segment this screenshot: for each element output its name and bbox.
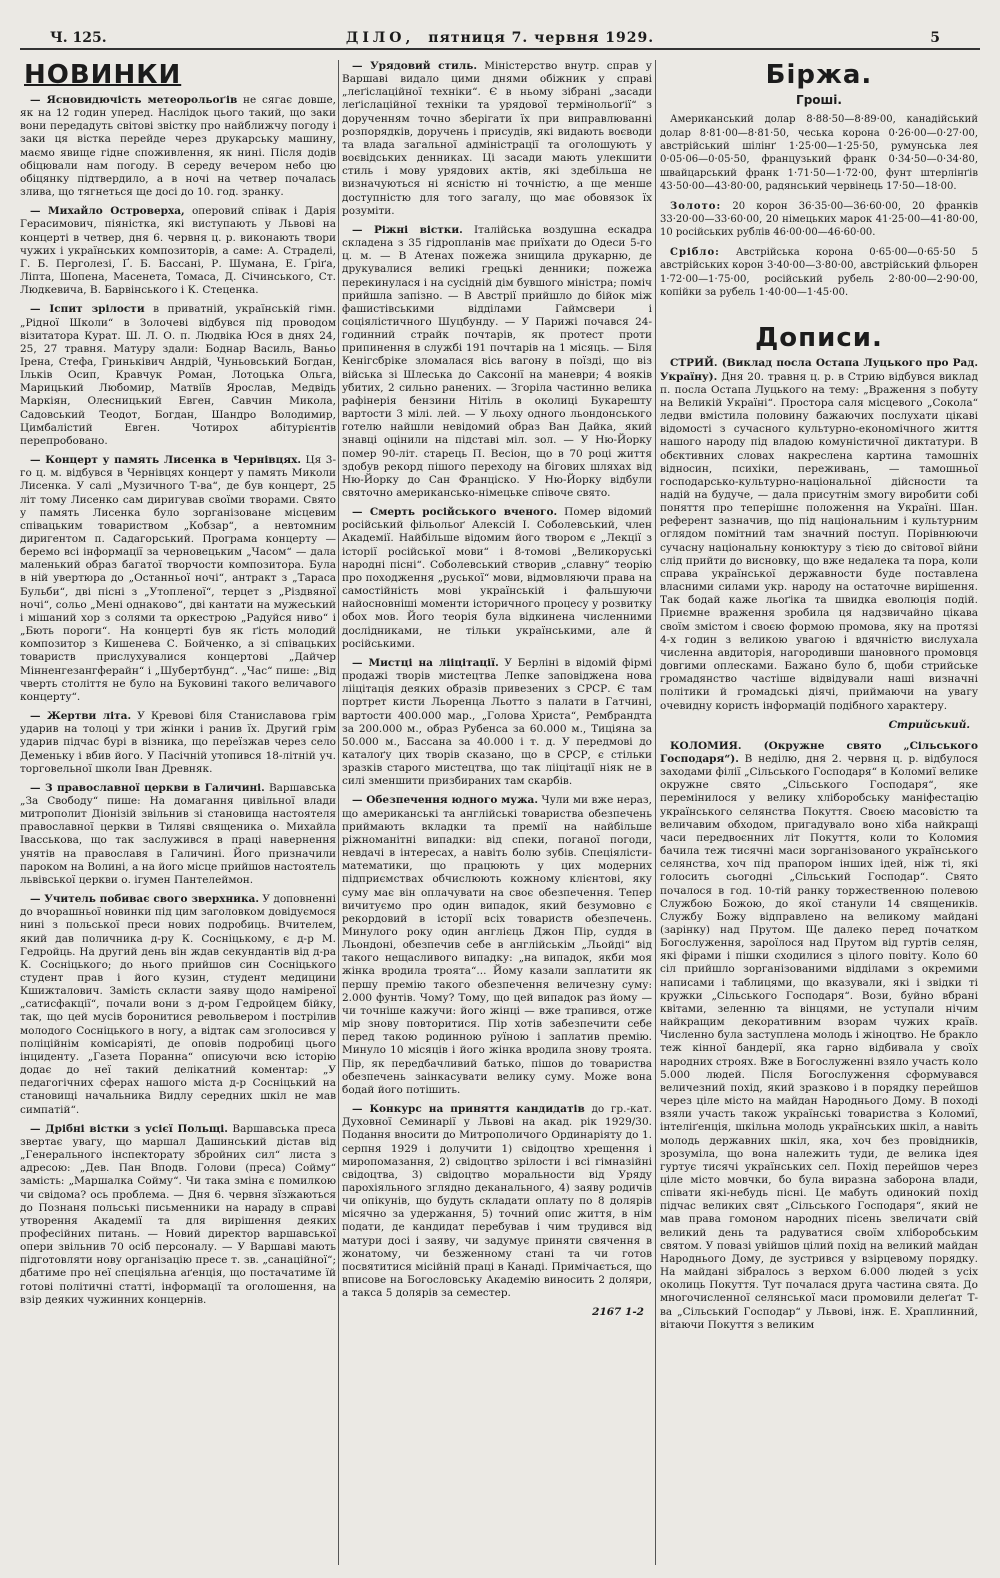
news-item-head: — Учитель побиває свого зверхника.	[30, 893, 259, 906]
page-number: 5	[930, 30, 940, 46]
news-item	[342, 794, 652, 1097]
news-item-body: до гр.-кат. Духовної Семинарії у Львові на акад. рік 1929/30. Подання вносити до Митрополичого Ординаріяту до 1. серпня 1929 і долучити 1) свідоцтво хрещення і миропомазання, 2) свідоцтво зрілости і всі гімназійні свідоцтва, 3) свідоцтво моральности від Уряду парохіяльного зглядно деканального, 4) заяву родичів чи опікунів, що будуть складати оплату по 8 долярів місячно за удержання, 5) точний опис життя, в нім подати, де кандидат перебував і чим трудився від матури досі і заяву, чи задумує приняти свячення в жонатому, чи безженному стані та чи готов посвятитися місійній праці в Канаді. Примічається, що вписове на Богословську Академію виносить 2 доляри, а такса 5 долярів за семестер.	[342, 1103, 652, 1300]
paper-name: ДІЛО,	[345, 30, 415, 46]
news-item-head: — Жертви літа.	[30, 710, 132, 723]
news-item-head: — Смерть російського вченого.	[352, 506, 558, 519]
ad-code: 2167 1-2	[592, 1306, 644, 1319]
news-item	[342, 224, 652, 500]
news-item-head: — З православної церкви в Галичині.	[30, 781, 265, 794]
news-item-body: Помер відомий російський фільольоґ Алексій І. Соболевський, член Академії. Найбільше відомим його твором є „Лекції з історії російської мови“ і 8-томові „Великоруські народні пісні“. Соболевський створив „славну“ теорію про походження „руської“ мови, відмовляючи права на самостійність мові українській і фальшуючи найосновніші моменти історичного процесу у розвитку обох мов. Його теорія була відкинена численними дослідниками, не тільки українськими, але й російськими.	[342, 506, 652, 650]
news-item-body: У доповненні до вчорашньої новинки під цим заголовком довідуємося нині з польської преси нових подробиць. Вчителем, який дав поличника д-ру К. Сосніцькому, є д-р М. Гедройць. На другий день він ждав секундантів від д-ра К. Сосніцького; до нього прийшов син Сосніцького студент прав і його кузин, студент медицини Кшижталович. Замість скласти заяву щодо наміреної „сатисфакції“, почали вони з д-ром Гедройцем бійку, так, що цей мусів боронитися револьвером і пострілив молодого Сосніцького в ногу, а відтак сам зголосився у поліційнім комісаріяті, де оповів подробиці цього інциденту. „Газета Поранна“ описуючи всю історію додає до неї такий делікатний коментар: „У педагогічних сферах нашого міста д-р Сосніцький на становищі начальника Видлу середних шкіл не мав симпатій“.	[20, 893, 336, 1116]
news-item-body: Чули ми вже нераз, що американські та англійські товариства обезпечень приймають вкладки та премії на найбільше ріжноманітні випадки: від спеки, поганої погоди, невдачі в інтересах, а навіть болю зубів. Спеціялісти-математики, що працюють у цих модерних підприємствах обчислюють кожному клієнтові, яку суму має він оплачувати на своє обезпечення. Тепер вичитуємо про один випадок, який безумовно є рекордовий в історії всіх товариств обезпечень. Минулого року один англієць Джон Пір, суддя в Льондоні, обезпечив себе в англійськім „Льойді“ від такого нещасливого випадку: „на випадок, якби моя жінка вродила троята“... Йому казали заплатити як першу премію такого обезпечення величезну суму: 2.000 фунтів. Чому? Тому, що цей випадок раз йому — чи точніше кажучи: його жінці — вже трапився, отже мір знову повторитися. Пір хотів забезпечити себе перед такою родинною руїною і заплатив премію. Минуло 10 місяців і його жінка вродила знову троята. Пір, як передбачливий батько, пішов до товариства обезпечень заінкасувати велику суму. Може вона бодай його потішить.	[342, 794, 652, 1096]
issue-number: Ч. 125.	[50, 30, 107, 46]
news-item	[20, 94, 336, 199]
news-item-head: — Мистці на лііцітації.	[352, 656, 499, 669]
correspondence-item	[660, 357, 978, 712]
column-divider	[338, 60, 339, 1565]
news-item	[342, 1103, 652, 1300]
news-item-body: в приватній, українській гімн. „Рідної Школи“ в Золочеві відбувся під проводом візитатора Курат. Ш. Л. О. п. Людвіка Юся в днях 24, 25, 27 травня. Матуру здали: Боднар Василь, Ваньо Ірена, Стефа, Гриньківич Андрій, Чуньовський Богдан, Ільків Осип, Кравчук Роман, Лотоцька Ольга, Марицький Любомир, Матвіїв Ярослав, Медвідь Маркіян, Олесницький Евген, Савчин Микола, Садовський Теодот, Богдан, Шандро Володимир, Цимбалістий Евген. Чотирох абітурієнтів перепробовано.	[20, 303, 336, 447]
correspondence-body: Дня 20. травня ц. р. в Стрию відбувся виклад п. посла Остапа Луцького на тему: „Враження з побуту на Великій Україні“. Простора саля місцевого „Сокола“ ледви вмістила половину бажаючих послухати цікаві відомості з сучасного культурно-економічного життя нашого народу під владою комуністичної диктатури. В обєктивних словах накреслена картина тамошніх відносин, психіки, переживань, — тамошньої господарсько-культурно-національної дійсности та надій на будуче, — дала присутнім змогу виробити собі поняття про теперішнє положення на Україні. Шан. референт зазначив, що під національним і культурним оглядом помітний там значний поступ. Порівнюючи сучасну національну конюктуру з тією до світової війни слід прийти до висновку, що вже недалека та пора, коли справа української державности буде поставлена власними силами укр. народу на остаточне вирішення. Так бодай каже льоґіка та швидка еволюція подій. Приємне враження зробила ця надзвичайно цікава своїм змістом і своєю формою промова, яку на протязі 4-х годин з великою увагою і вдячністю вислухала численна авдиторія, нагородивши шановного промовця довгими оплесками. Бажано було б, щоби стрийське громадянство частіше відвідували наші визначні політики й громадські діячі, приймаючи на увагу очевидну користь інформацій подібного характеру.	[660, 370, 978, 712]
section-title-novynky: НОВИНКИ	[24, 60, 182, 90]
news-item	[20, 710, 336, 776]
masthead	[20, 30, 980, 46]
correspondence-body: В неділю, дня 2. червня ц. р. відбулося заходами філії „Сільського Господаря“ в Коломиї велике окружне свято „Сільського Господаря“, яке перемінилося у велику хліборобську маніфестацію українського селянства Покуття. Своєю масовістю та величавим обходом, пригадувало воно хіба найкращі часи передвоєнних літ Покуття, коли то Коломия бачила теж тисячні маси зорганізованого українського селянства, хоч під прапором інших ідей, ніж ті, які голосить сьогодні „Сільський Господар“. Свято почалося в год. 10-тій ранку торжественною полевою Службою Божою, до якої станули 14 священиків. Службу Божу відправлено на великому майдані (зарінку) над Прутом. Ще далеко перед початком Богослуження, зароїлося над Прутом від гуртів селян, які фірами і пішки сходилися з цілого повіту. Коло 60 сіл прийшло зорганізованими відділами з окремими написами і таблицями, що вказували, які і звідки ті кружки „Сільського Господаря“. Вози, буйно вбрані квітами, зеленню та вінцями, не уступали нічим найкращим декоративним взорам чужих країв. Численно була заступлена молодь і жіноцтво. Не бракло теж кінної бандерії, яка гарно відбивала у своїх народних строях. Вже в Богослуженні взяло участь коло 5.000 людей. Після Богослуження сформувався величезний похід, який зразково і в порядку перейшов через ціле місто на майдан Народнього Дому. В поході взяли участь також українські товариства з Коломиї, інтеліґенція, шкільна молодь українських шкіл, а навіть молодь державних шкіл, яка, хоч без провідників, зрозуміла, що вона належить туди, де велика ідея гуртує тисячі українських сел. Похід перейшов через ціле місто мовчки, бо була виразна заборона влади, співати які-небудь пісні. Це мабуть одинокий похід підчас великих свят „Сільського Господаря“, який не мав права гомоном народних пісень звеличати свій великий день та радуватися своїм хліборобським святом. У повазі увійшов цілий похід на великий майдан Народнього Дому, де зустрився у взірцевому порядку. На майдані зібралось з верхом 6.000 людей з усіх околиць Покуття. Тут почалася друга частина свята. До многочисленної селянської маси промовили делеґат Т-ва „Сільський Господар“ у Львові, інж. Е. Храплинний, вітаючи Покуття з великим	[660, 752, 978, 1331]
gold-values: 20 корон 36·35·00—36·60·00, 20 франків 33·20·00—33·60·00, 20 німецьких марок 41·25·00—41·80·00, 10 російських рублів 46·00·00—46·60·00.	[660, 200, 978, 239]
silver-values: Австрійська корона 0·65·00—0·65·50 5 австрійських корон 3·40·00—3·80·00, австрійський фльорен 1·72·00—1·75·00, російський рубель 2·80·00—2·90·00, копійки за рубель 1·40·00—1·45·00.	[660, 246, 978, 299]
news-item-body: Італійська воздушна ескадра складена з 35 гідропланів має приїхати до Одеси 5-го ц. м. — В Атенах пожежа знищила друкарню, де друкувалися великі грецькі денники; пожежа перекинулася і на сусідній дім бувшого міністра; поміч прийшла запізно. — В Австрії прийшло до бійок між фашистівськими відділами Гаймсвери і соціялістичного Шуцбунду. — У Парижі почався 24-годинний страйк почтарів, як протест проти припинення в службі 191 почтарів на 1 місяць. — Біля Кенігсбріке зломалася вісь вагону в поїзді, що віз війська зі Шлеська до Саксонії на маневри; 4 вояків убитих, 2 сильно ранених. — Згоріла частинно велика рафінерія бензини Нітіль в околиці Букарешту вартости 3 мілі. лей. — У льоху одного льондонського готелю найшли невідомий образ Ван Дайка, який знавці оцінили на підставі міл. зол. — У Ню-Йорку помер 90-літ. старець П. Весіон, що в 70 році життя здобув рекорд пішого переходу на бігових шляхах від Ню-Йорку до Сан Франціско. У Ню-Йорку відбули святочно американсько-німецьке співоче свято.	[342, 223, 652, 499]
news-item	[342, 60, 652, 218]
news-item	[20, 893, 336, 1117]
news-item	[20, 205, 336, 297]
news-item-body: Міністерство внутр. справ у Варшаві видало цими днями обіжник у справі „леґіслаційної техніки“. Є в ньому зібрані „засади леґіслаційної техніки та урядової термінольоґії“ з дорученням точно зберігати їх при виправлюванні розпорядків, доручень і присудів, які видають воєводи та влада загальної адміністрації та оголошують у воєвідських денниках. Ці засади мають улекшити стиль і мову урядових актів, які здебільша не визначуються ні ясністю ні точністю, а ще менше доступністю для того загалу, що має обовязок їх розуміти.	[342, 60, 652, 217]
news-item-head: — Дрібні вістки з усієї Польщі.	[30, 1122, 228, 1135]
column-news-continued	[342, 60, 652, 1570]
news-item-head: — Іспит зрілости	[30, 303, 145, 316]
gold-label: Золото:	[670, 200, 722, 212]
page-header	[20, 26, 980, 50]
news-item-head: — Михайло Островерха,	[30, 205, 185, 218]
column-novynky	[20, 60, 336, 1570]
news-item-body: Варшавська „За Свободу“ пише: На домагання цивільної влади митрополит Діонізій звільнив зі становища настоятеля православної церкви в Тиляві священика о. Михайла Івасськова, що так заслужився в праці навернення унятів на православя в Галичині. Його призначили пароком на Волині, а на його місце прийшов настоятель львівської церкви о. ігумен Пантелеймон.	[20, 781, 336, 886]
news-item-body: Варшавська преса звертає увагу, що маршал Дашинський дістав від „Генерального інспекторату збройних сил“ листа з адресою: „Дев. Пан Вподв. Голови (преса) Сойму“ замість: „Маршалка Сойму“. Чи така зміна є помилкою чи свідома? ось проблема. — Дня 6. червня зїзжаються до Познаня польські письменники на нараду в справі утворення Академії та для вирішення деяких професійних питань. — Новий директор варшавської опери звільнив 70 осіб персоналу. — У Варшаві мають підготовляти нову організацію пресе т. зв. „санаційної“; дбатиме про неї спеціяльна аґенція, що постачатиме їй готові політичні статті, інформації та оголошення, на взір деяких чужинних концернів.	[20, 1122, 336, 1306]
column-divider	[655, 60, 656, 1565]
news-item-body: У Кревові біля Станиславова грім ударив на толоці у три жінки і ранив їх. Другий грім ударив підчас бурі в візника, що переїзжав через село Деменьку і вбив його. У Пасічній утопився 18-літній уч. торговельної школи Іван Древняк.	[20, 710, 336, 775]
correspondence-head: КОЛОМИЯ. (Окружне свято „Сільського Господаря“).	[660, 739, 978, 765]
section-title-dopysy: Дописи.	[755, 323, 883, 354]
news-item-head: — Конкурс на приняття кандидатів	[352, 1103, 585, 1116]
spacer	[660, 305, 978, 323]
news-item	[20, 782, 336, 887]
silver-rates	[660, 246, 978, 300]
author-signature: Стрийський.	[888, 718, 970, 731]
news-item-body: У Берліні в відомій фірмі продажі творів мистецтва Лепке заповіджена нова лііцітація деяких образів привезених з СРСР. Є там портрет кисти Льоренца Льотто з палати в Гатчині, вартости 400.000 мар., „Голова Христа“, Рембрандта за 200.000 м., образ Рубенса за 60.000 м., Тиціяна за 50.000 м., Бассана за 40.000 і т. д. У передмові до каталоґу цих творів сказано, що в СРСР, є стільки зразків старого мистецтва, що так лііцітації ніяк не в силі зменшити призбираних там скарбів.	[342, 656, 652, 788]
news-item-head: — Ясновидючість метеорольоґів	[30, 94, 238, 106]
section-title-birzha: Біржа.	[765, 60, 873, 90]
news-item-body: оперовий співак і Дарія Герасимович, піяністка, які виступають у Львові на концерті в четвер, дня 6. червня ц. р. виконають твори чужих і українських композиторів, а саме: А. Страделі, Г. Б. Перголезі, Ґ. Б. Бассані, Р. Шумана, Е. Ґріґа, Ліпта, Шопена, Масенета, Томаса, Д. Січинського, Ст. Людкевича, В. Барвінського і К. Стеценка.	[20, 205, 336, 297]
news-item	[20, 454, 336, 704]
gold-rates	[660, 200, 978, 240]
subsection-title-money: Гроші.	[796, 93, 842, 107]
currency-rates: Американський долар 8·88·50—8·89·00, канадійський долар 8·81·00—8·81·50, чеська корона 0·26·00—0·27·00, австрійський шілінґ 1·25·00—1·25·50, румунська лея 0·05·06—0·05·50, французький франк 0·34·50—0·34·80, швайцарський франк 1·71·50—1·72·00, фунт штерлінґів 43·50·00—43·80·00, радянський червінець 17·50—18·00.	[660, 114, 978, 193]
news-item-body: Ця 3-го ц. м. відбувся в Чернівцях концерт у память Миколи Лисенка. У салі „Музичного Т-ва“, де був концерт, 25 літ тому Лисенко сам диригував своїми творами. Свято у память Лисенка було зорганізоване місцевим співацьким товариством „Кобзар“, а невтомним диригентом п. Садагорський. Програма концерту — беремо всі інформації за черновецьким „Часом“ — дала маленький образ багатої творчости композитора. Була в ній увертюра до „Останньої ночі“, антракт з „Тараса Бульби“, дві пісні з „Утопленої“, терцет з „Різдвяної ночі“, сольо „Мені однаково“, дві кантати на мужеський і мішаний хор з солями та оркестрою „Радуйся ниво“ і „Бють пороги“. На концерті був як ґість молодий композитор з Кишенева С. Бойченко, а зі співацьких товариств прислухувалися концертові „Дайчер Мінненгезангферайн“ і „Шубертбунд“. „Час“ пише: „Від чверть століття не було на Буковині такого величавого концерту“.	[20, 454, 336, 703]
silver-label: Срібло:	[670, 246, 720, 258]
news-item	[20, 1123, 336, 1307]
issue-date: пятниця 7. червня 1929.	[428, 30, 655, 46]
news-item-body: не сягає довше, як на 12 годин уперед. Наслідок цього такий, що заки вони передадуть світові звістку про найближчу погоду і заки ця вістка перейде через друкарську машину, маємо явище гідне споживлення, як нині. Після додів обіцювали нам погоду. В середу вечером небо цю обіцянку підтвердило, а в ночі на четвер почалась злива, що тягнеться ще досі до 10. год. зранку.	[20, 94, 336, 199]
correspondence-item	[660, 740, 978, 1332]
news-item-head: — Ріжні вістки.	[352, 223, 463, 236]
news-item-head: — Концерт у память Лисенка в Чернівцях.	[30, 454, 302, 467]
news-item	[342, 657, 652, 789]
news-item	[20, 303, 336, 448]
column-birzha-dopysy	[660, 60, 978, 1570]
news-item-head: — Урядовий стиль.	[352, 60, 478, 72]
correspondence-head: СТРИЙ. (Виклад посла Остапа Луцького про Рад. Україну).	[660, 357, 978, 383]
news-item	[342, 506, 652, 651]
news-item-head: — Обезпечення юдного мужа.	[352, 794, 539, 807]
